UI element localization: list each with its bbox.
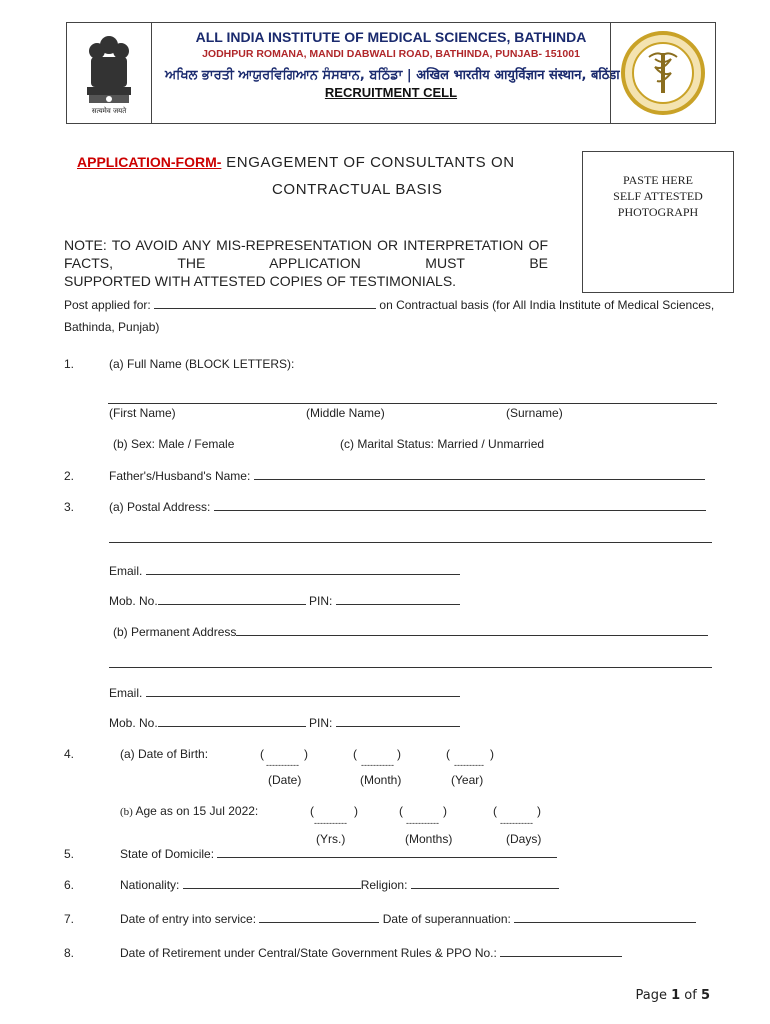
page-total: 5 (700, 988, 710, 1003)
surname-label: (Surname) (506, 406, 563, 420)
postal-address-field-2[interactable] (109, 530, 712, 543)
item-number-5: 5. (64, 847, 75, 861)
father-name-label: Father's/Husband's Name: (109, 469, 251, 483)
age-months-field[interactable]: ( ) (399, 804, 447, 818)
marital-status-label[interactable]: (c) Marital Status: Married / Unmarried (340, 437, 545, 451)
middle-name-label: (Middle Name) (306, 406, 385, 420)
age-years-dash: ----------- (314, 818, 347, 828)
institute-name: ALL INDIA INSTITUTE OF MEDICAL SCIENCES, BATHINDA (195, 29, 587, 45)
note-paragraph (64, 236, 548, 290)
entry-date-field[interactable] (259, 922, 379, 923)
post-applied-suffix: on Contractual basis (for All India Institute of Medical Sciences, (379, 298, 715, 312)
dob-date-caption: (Date) (268, 773, 302, 787)
dob-date-dash: ----------- (266, 760, 299, 770)
postal-address-field[interactable] (214, 510, 706, 511)
dob-label: (a) Date of Birth: (120, 747, 209, 761)
domicile-label: State of Domicile: (120, 847, 215, 861)
permanent-mobile-field[interactable] (158, 726, 306, 727)
logo-cell (610, 23, 715, 123)
item-number-1: 1. (64, 357, 75, 371)
institute-address: JODHPUR ROMANA, MANDI DABWALI ROAD, BATHINDA, PUNJAB- 151001 (202, 48, 580, 60)
page-number (636, 988, 711, 1003)
sex-label[interactable]: (b) Sex: Male / Female (113, 437, 235, 451)
superannuation-label: Date of superannuation: (382, 912, 511, 926)
retirement-label: Date of Retirement under Central/State Government Rules & PPO No.: (120, 946, 497, 960)
postal-address-label: (a) Postal Address: (109, 500, 211, 514)
service-dates-row (120, 912, 696, 926)
institute-name-indic: ਅਖਿਲ ਭਾਰਤੀ ਆਯੁਰਵਿਗਿਆਨ ਸੰਸਥਾਨ, ਬਠਿੰਡਾ | अखिल भारतीय आयुर्विज्ञान संस्थान, बठिंडा (165, 68, 620, 83)
item-number-3: 3. (64, 500, 75, 514)
emblem-cell (67, 23, 152, 123)
permanent-mobile-label: Mob. No. (109, 716, 158, 730)
dob-month-dash: ----------- (361, 760, 394, 770)
father-name-field[interactable] (254, 479, 705, 480)
age-months-dash: ----------- (406, 818, 439, 828)
retirement-row (120, 946, 622, 960)
form-title-label: APPLICATION-FORM- (77, 154, 222, 170)
father-name-row (109, 469, 705, 483)
form-title-rest: ENGAGEMENT OF CONSULTANTS ON (221, 154, 515, 171)
permanent-address-label: (b) Permanent Address (113, 625, 237, 639)
postal-address-row (109, 500, 706, 514)
permanent-address-row (113, 625, 708, 639)
nationality-field[interactable] (183, 888, 361, 889)
permanent-mobile-row (109, 716, 460, 730)
first-name-label: (First Name) (109, 406, 176, 420)
age-label: Age as on 15 Jul 2022: (135, 804, 259, 818)
age-days-caption: (Days) (506, 832, 542, 846)
postal-pin-label: PIN: (309, 594, 333, 608)
permanent-email-field[interactable] (146, 696, 460, 697)
post-applied-field[interactable] (154, 308, 376, 309)
postal-mobile-label: Mob. No. (109, 594, 158, 608)
retirement-field[interactable] (500, 956, 622, 957)
dob-date-field[interactable]: ( ) (260, 747, 308, 761)
aiims-seal-icon (611, 23, 715, 123)
page-of: of (680, 988, 701, 1003)
page-current: 1 (671, 988, 681, 1003)
item-number-8: 8. (64, 946, 75, 960)
photo-line-1: PASTE HERE (623, 173, 693, 187)
age-years-field[interactable]: ( ) (310, 804, 358, 818)
age-days-field[interactable]: ( ) (493, 804, 541, 818)
age-years-caption: (Yrs.) (316, 832, 346, 846)
form-title (77, 154, 515, 171)
recruitment-cell-heading: RECRUITMENT CELL (324, 85, 458, 100)
form-title-line2: CONTRACTUAL BASIS (272, 181, 443, 198)
domicile-row (120, 847, 557, 861)
dob-year-field[interactable]: ( ) (446, 747, 494, 761)
photo-placeholder[interactable] (582, 151, 734, 293)
age-days-dash: ----------- (500, 818, 533, 828)
domicile-field[interactable] (217, 857, 557, 858)
dob-year-caption: (Year) (451, 773, 484, 787)
permanent-address-field-2[interactable] (109, 655, 712, 668)
religion-field[interactable] (411, 888, 559, 889)
postal-mobile-row (109, 594, 460, 608)
photo-line-2: SELF ATTESTED (613, 189, 703, 203)
note-text: NOTE: TO AVOID ANY MIS-REPRESENTATION OR INTERPRETATION OF FACTS, THE APPLICATION MUST BE (64, 237, 548, 271)
postal-email-field[interactable] (146, 574, 460, 575)
nationality-label: Nationality: (120, 878, 180, 892)
permanent-email-label: Email. (109, 686, 143, 700)
permanent-email-row (109, 686, 460, 700)
postal-email-row (109, 564, 460, 578)
note-text-last: SUPPORTED WITH ATTESTED COPIES OF TESTIMONIALS. (64, 273, 457, 289)
postal-email-label: Email. (109, 564, 143, 578)
photo-line-3: PHOTOGRAPH (617, 205, 699, 219)
item-number-4: 4. (64, 747, 75, 761)
post-applied-row (64, 298, 714, 312)
post-applied-label: Post applied for: (64, 298, 151, 312)
item-number-6: 6. (64, 878, 75, 892)
nationality-row (120, 878, 559, 892)
full-name-label: (a) Full Name (BLOCK LETTERS): (109, 357, 295, 371)
item-number-2: 2. (64, 469, 75, 483)
dob-year-dash: ---------- (454, 760, 484, 770)
item-number-7: 7. (64, 912, 75, 926)
superannuation-field[interactable] (514, 922, 696, 923)
letterhead (66, 22, 716, 124)
age-months-caption: (Months) (405, 832, 453, 846)
permanent-pin-field[interactable] (336, 726, 460, 727)
religion-label: Religion: (360, 878, 408, 892)
entry-date-label: Date of entry into service: (120, 912, 257, 926)
dob-month-field[interactable]: ( ) (353, 747, 401, 761)
emblem-caption: सत्यमेव जयते (91, 107, 127, 115)
permanent-pin-label: PIN: (309, 716, 333, 730)
permanent-address-field[interactable] (236, 635, 708, 636)
full-name-field[interactable] (108, 403, 717, 404)
page-prefix: Page (635, 988, 672, 1003)
dob-month-caption: (Month) (360, 773, 402, 787)
postal-mobile-field[interactable] (158, 604, 306, 605)
post-applied-line2: Bathinda, Punjab) (64, 320, 160, 334)
postal-pin-field[interactable] (336, 604, 460, 605)
age-prefix: (b) (120, 806, 133, 818)
age-row (120, 804, 258, 818)
